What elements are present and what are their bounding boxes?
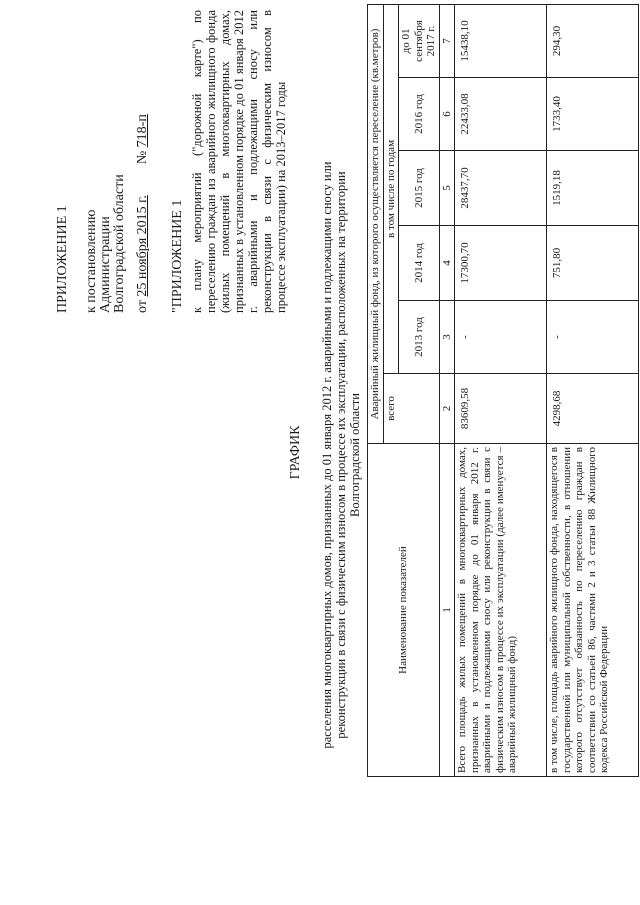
resolution-number: 718-п — [135, 114, 150, 148]
administration-caption: Администрации — [98, 216, 113, 313]
row-value: 17300,70 — [455, 226, 547, 301]
row-value: - — [455, 301, 547, 374]
schedule-table — [367, 4, 639, 777]
row-value: 83609,58 — [455, 374, 547, 444]
row-value: 1733,40 — [547, 78, 639, 151]
sub-appendix-text: к плану мероприятий ("дорожной карте") по переселению граждан из аварийного жилищного фонда (жилых помещений в многоквартирных домах, признанных в установленном порядке до 01 января 2012 г. аварийными и подлежащими сносу или реконструкции в связи с физическим износом в процессе эксплуатации) на 2013–2017 годы — [190, 10, 288, 313]
row-value: 15438,10 — [455, 4, 547, 77]
column-number: 6 — [439, 78, 455, 151]
header-total: всего — [383, 374, 439, 444]
row-value: - — [547, 301, 639, 374]
date-prefix: от — [135, 300, 150, 313]
header-year: до 01 сентября 2017 г. — [399, 4, 440, 77]
column-number: 5 — [439, 151, 455, 226]
row-value: 28437,70 — [455, 151, 547, 226]
resolution-date-line — [135, 13, 151, 313]
row-value: 294,30 — [547, 4, 639, 77]
column-number: 3 — [439, 301, 455, 374]
column-number: 1 — [439, 444, 455, 777]
row-value: 1519,18 — [547, 151, 639, 226]
resolution-caption: к постановлению — [84, 209, 99, 313]
appendix-title: ПРИЛОЖЕНИЕ 1 — [55, 205, 70, 313]
column-number-row — [439, 4, 455, 776]
header-years-group: в том числе по годам — [383, 4, 399, 373]
header-year: 2016 год — [399, 78, 440, 151]
row-name: в том числе, площадь аварийного жилищного фонда, находящегося в государственной или муниципальной собственности, в отношении которого отсутствует обязанность по переселению граждан в соответствии со статьей 86, частями 2 и 3 статьи 88 Жилищного кодекса Российской Федерации — [547, 444, 639, 777]
schedule-subtitle: расселения многоквартирных домов, признанных до 01 января 2012 г. аварийными и подлежащими сносу или реконструкции в связи с физическим износом в процессе их эксплуатации, расположенных на территории Волгоградской области — [320, 161, 362, 749]
resolution-date: 25 ноября 2015 г. — [135, 195, 150, 297]
region-caption: Волгоградской области — [112, 174, 127, 313]
column-number: 7 — [439, 4, 455, 77]
row-name: Всего площадь жилых помещений в многоквартирных домах, признанных в установленном порядке до 01 января 2012 г. аварийными и подлежащими сносу или реконструкции в связи с физическим износом в процессе их эксплуатации (далее именуется – аварийный жилищный фонд) — [455, 444, 547, 777]
header-row-1 — [368, 4, 384, 776]
row-value: 751,80 — [547, 226, 639, 301]
schedule-title: ГРАФИК — [288, 425, 303, 480]
header-year: 2014 год — [399, 226, 440, 301]
number-prefix: № — [135, 150, 150, 165]
column-number: 2 — [439, 374, 455, 444]
row-value: 22433,08 — [455, 78, 547, 151]
sub-appendix-title: "ПРИЛОЖЕНИЕ 1 — [170, 199, 185, 313]
header-year: 2015 год — [399, 151, 440, 226]
header-name: Наименование показателей — [368, 444, 440, 777]
table-row — [455, 4, 547, 776]
column-number: 4 — [439, 226, 455, 301]
header-year: 2013 год — [399, 301, 440, 374]
row-value: 4298,68 — [547, 374, 639, 444]
header-group: Аварийный жилищный фонд, из которого осуществляется переселение (кв.метров) — [368, 4, 384, 443]
table-row — [547, 4, 639, 776]
